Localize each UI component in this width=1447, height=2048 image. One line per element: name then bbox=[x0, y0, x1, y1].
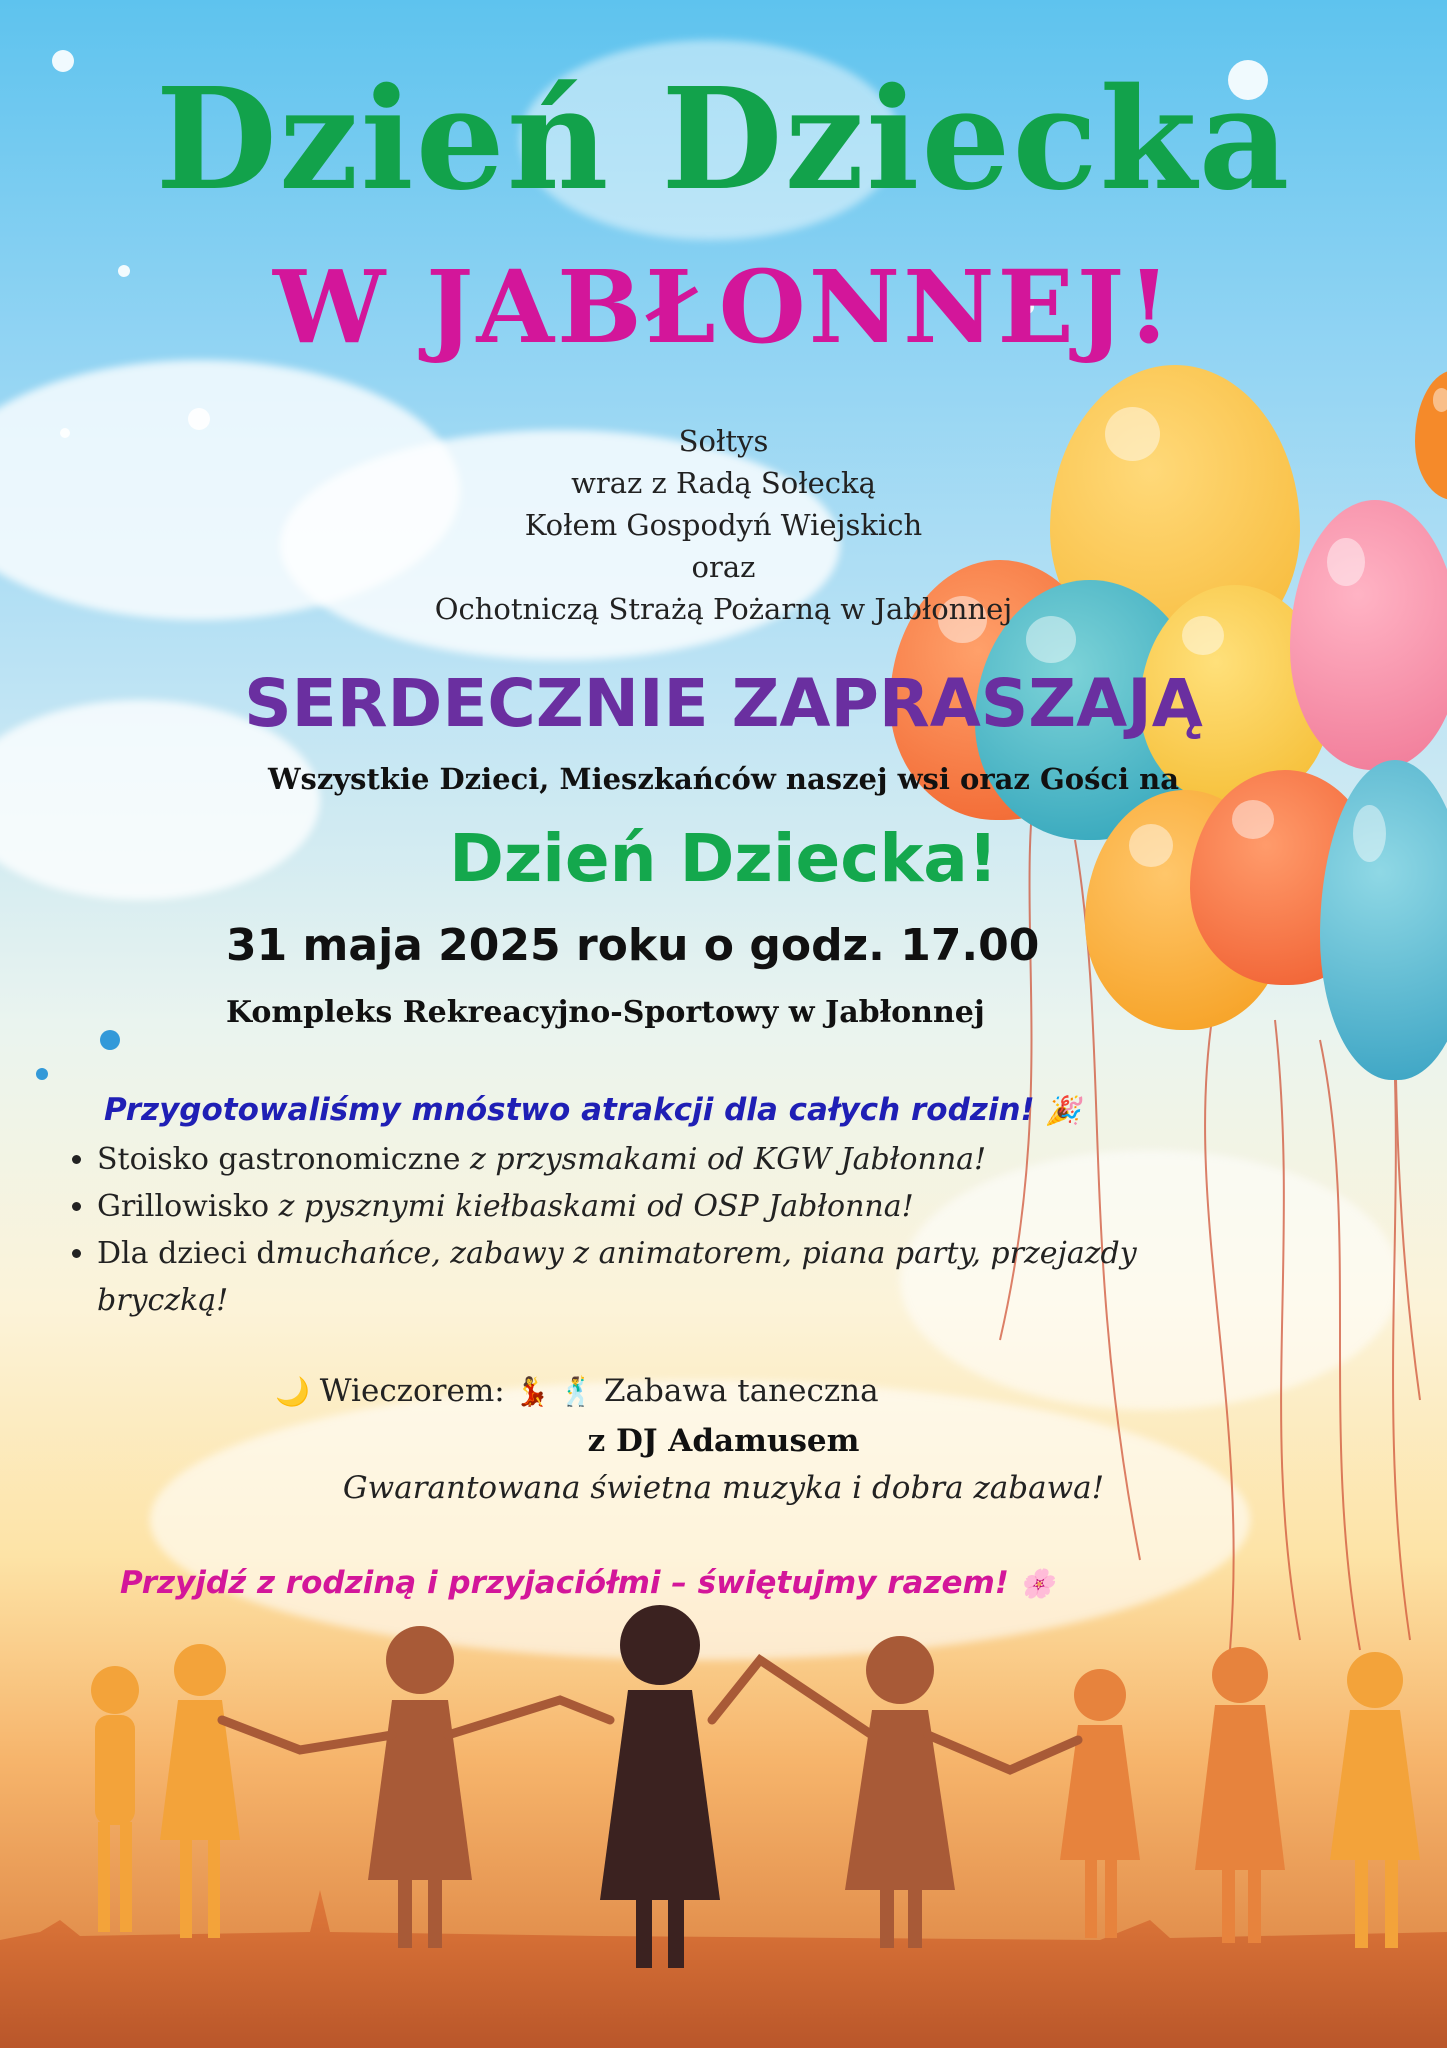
event-place: Kompleks Rekreacyjno-Sportowy w Jabłonnej bbox=[226, 995, 985, 1030]
evening-label: Wieczorem: bbox=[319, 1373, 505, 1409]
event-date: 31 maja 2025 roku o godz. 17.00 bbox=[226, 920, 1040, 971]
organizer-line: Kołem Gospodyń Wiejskich bbox=[524, 508, 923, 542]
list-item-rest: muchańce, zabawy z animatorem, piana party, przejazdy bryczką! bbox=[97, 1236, 1137, 1318]
title-line1: Dzień Dziecka bbox=[155, 58, 1292, 222]
evening-line bbox=[275, 1373, 879, 1409]
list-item-lead: Stoisko gastronomiczne bbox=[97, 1142, 471, 1177]
evening-activity: Zabawa taneczna bbox=[604, 1373, 879, 1409]
organizer-line: wraz z Radą Sołecką bbox=[571, 466, 876, 500]
invitation-guests: Wszystkie Dzieci, Mieszkańców naszej wsi oraz Gości na bbox=[267, 762, 1180, 796]
list-item-lead: Dla dzieci d bbox=[97, 1236, 276, 1271]
organizer-line: oraz bbox=[691, 550, 756, 584]
organizer-line: Ochotniczą Strażą Pożarną w Jabłonnej bbox=[434, 592, 1013, 626]
list-item-rest: z pysznymi kiełbaskami od OSP Jabłonna! bbox=[278, 1189, 914, 1224]
list-item bbox=[97, 1136, 1137, 1183]
attractions-heading bbox=[104, 1092, 1080, 1128]
closing-text: Przyjdź z rodziną i przyjaciółmi – świętujmy razem! bbox=[120, 1565, 1009, 1601]
children-silhouettes bbox=[0, 1560, 1447, 2048]
list-item-rest: z przysmakami od KGW Jabłonna! bbox=[470, 1142, 987, 1177]
attractions-heading-text: Przygotowaliśmy mnóstwo atrakcji dla całych rodzin! bbox=[104, 1092, 1035, 1128]
list-item-lead: Grillowisko bbox=[97, 1189, 279, 1224]
party-popper-icon: 🎉 bbox=[1045, 1094, 1081, 1127]
title-line2: W JABŁONNEJ! bbox=[273, 248, 1174, 366]
list-item bbox=[97, 1183, 1137, 1230]
organizer-line: Sołtys bbox=[678, 424, 769, 458]
attractions-list bbox=[40, 1136, 1137, 1324]
moon-icon: 🌙 bbox=[275, 1375, 310, 1408]
dj-name: z DJ Adamusem bbox=[587, 1423, 860, 1459]
evening-tagline: Gwarantowana świetna muzyka i dobra zabawa! bbox=[342, 1470, 1105, 1506]
invitation-headline: SERDECZNIE ZAPRASZAJĄ bbox=[244, 665, 1203, 742]
list-item bbox=[97, 1230, 1137, 1324]
flower-icon: 🌸 bbox=[1019, 1567, 1055, 1600]
dancer-woman-icon: 💃 bbox=[514, 1375, 550, 1408]
event-name: Dzień Dziecka! bbox=[449, 820, 998, 897]
dancer-man-icon: 🕺 bbox=[559, 1375, 595, 1408]
